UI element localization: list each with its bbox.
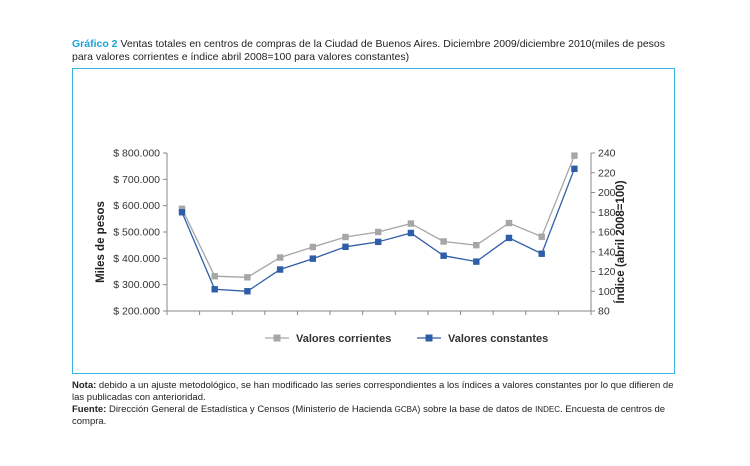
legend-label-corrientes: Valores corrientes	[296, 333, 392, 345]
caption-label: Gráfico 2	[72, 38, 118, 50]
data-point-constantes	[310, 255, 316, 261]
data-point-constantes	[342, 244, 348, 250]
source-label: Fuente:	[72, 404, 107, 415]
source-text-3: . Encuesta de centros de compra.	[72, 404, 666, 427]
data-point-corrientes	[571, 152, 577, 158]
data-point-corrientes	[440, 238, 446, 244]
data-point-corrientes	[506, 220, 512, 226]
data-point-corrientes	[310, 244, 316, 250]
y-tick-label: $ 500.000	[113, 226, 160, 239]
data-point-constantes	[179, 209, 185, 215]
y2-tick-label: 220	[598, 167, 616, 180]
data-point-constantes	[506, 235, 512, 241]
chart-notes	[72, 380, 682, 428]
chart-caption	[72, 38, 682, 64]
y-tick-label: $ 400.000	[113, 252, 160, 265]
y-tick-label: $ 200.000	[113, 305, 160, 318]
data-point-constantes	[440, 253, 446, 259]
legend-marker-constantes	[426, 335, 433, 342]
y2-axis-label: Índice (abril 2008=100)	[615, 180, 627, 304]
y2-tick-label: 180	[598, 206, 616, 219]
data-point-constantes	[244, 288, 250, 294]
data-point-corrientes	[473, 242, 479, 248]
y2-tick-label: 140	[598, 246, 616, 259]
data-point-corrientes	[375, 229, 381, 235]
y-tick-label: $ 700.000	[113, 173, 160, 186]
source-gcba: GCBA	[394, 405, 418, 414]
line-chart	[72, 68, 675, 374]
data-point-corrientes	[277, 254, 283, 260]
note-label: Nota:	[72, 380, 97, 391]
data-point-corrientes	[408, 220, 414, 226]
data-point-constantes	[571, 166, 577, 172]
y2-tick-label: 240	[598, 147, 616, 160]
source-text-2: ) sobre la base de datos de	[417, 404, 533, 415]
source-text-1: Dirección General de Estadística y Censos (Ministerio de Hacienda	[108, 404, 392, 415]
y2-tick-label: 160	[598, 226, 616, 239]
data-point-corrientes	[342, 234, 348, 240]
data-point-constantes	[375, 239, 381, 245]
y2-tick-label: 80	[598, 305, 610, 318]
data-point-corrientes	[212, 273, 218, 279]
caption-text: Ventas totales en centros de compras de la Ciudad de Buenos Aires. Diciembre 2009/diciembre 2010(miles de pesos para valores corrientes e índice abril 2008=100 para valores constantes)	[72, 38, 666, 63]
series-line-corrientes	[182, 156, 574, 278]
data-point-corrientes	[244, 274, 250, 280]
data-point-constantes	[212, 286, 218, 292]
y-axis-label: Miles de pesos	[95, 201, 107, 283]
source-line	[72, 404, 682, 428]
source-indec: INDEC	[535, 405, 560, 414]
y2-tick-label: 100	[598, 285, 616, 298]
legend-marker-corrientes	[274, 335, 281, 342]
y-tick-label: $ 600.000	[113, 200, 160, 213]
note-text: debido a un ajuste metodológico, se han modificado las series correspondientes a los índices a valores constantes por lo que difieren de las publicadas con anterioridad.	[72, 380, 674, 403]
y-tick-label: $ 800.000	[113, 147, 160, 160]
data-point-corrientes	[539, 234, 545, 240]
data-point-constantes	[539, 251, 545, 257]
data-point-constantes	[408, 230, 414, 236]
y2-tick-label: 120	[598, 266, 616, 278]
y-tick-label: $ 300.000	[113, 279, 160, 292]
data-point-constantes	[473, 258, 479, 264]
y2-tick-label: 200	[598, 187, 616, 199]
data-point-constantes	[277, 266, 283, 272]
note-line	[72, 380, 682, 404]
legend-label-constantes: Valores constantes	[448, 333, 549, 345]
